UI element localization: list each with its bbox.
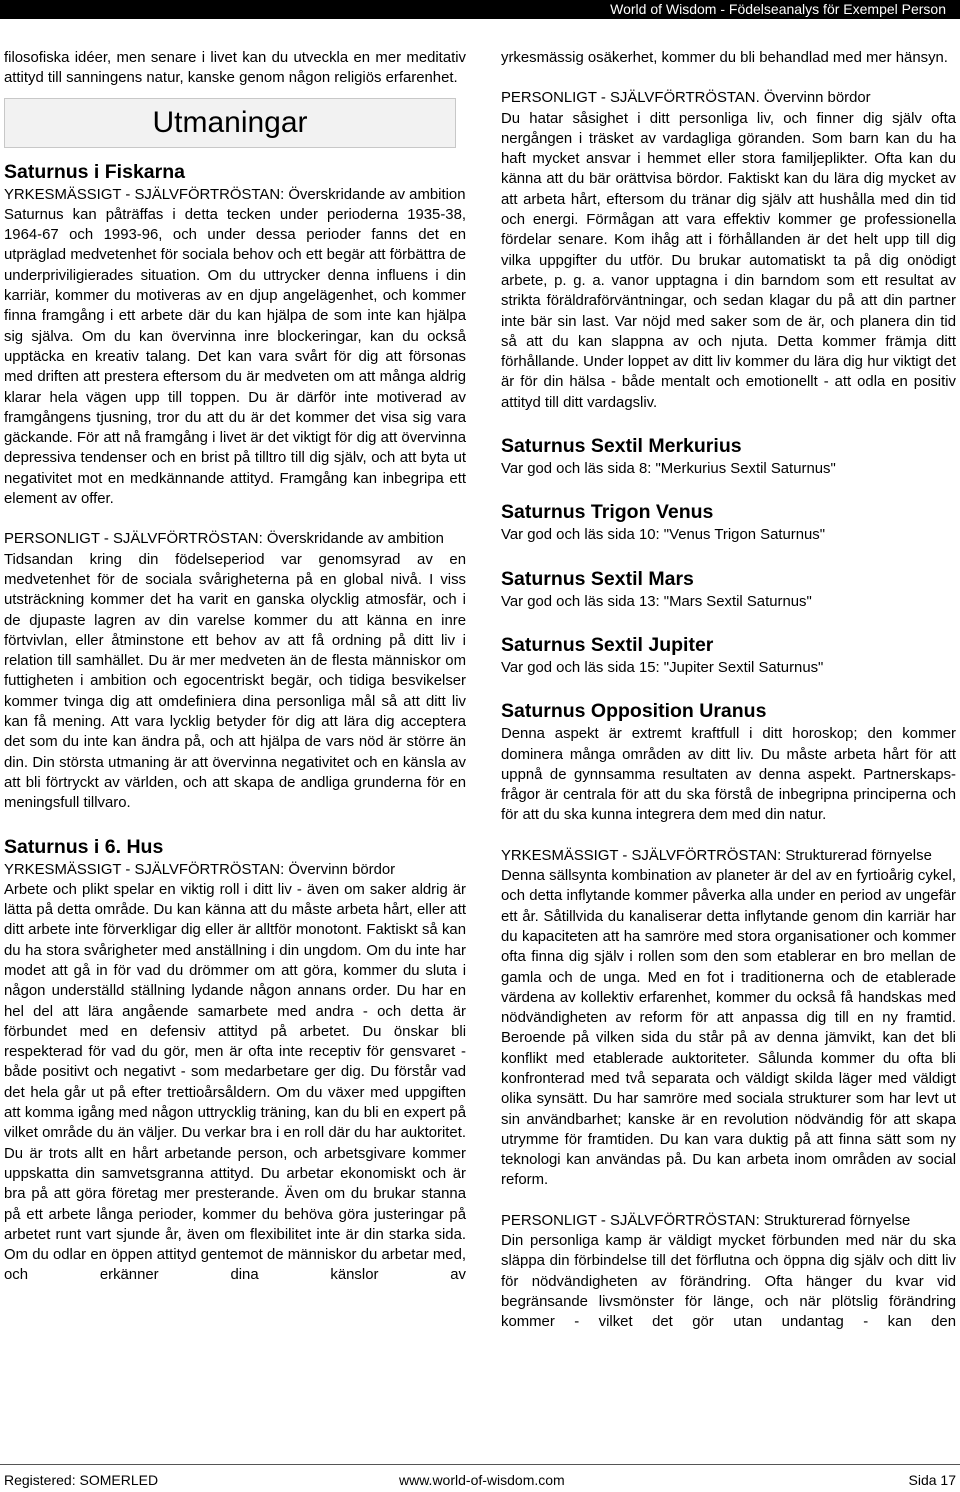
heading-saturnus-i-fiskarna: Saturnus i Fiskarna [4,160,185,183]
label-personligt-6-hus: PERSONLIGT - SJÄLVFÖRTRÖSTAN. Övervinn bördor [501,90,871,107]
paragraph-personligt-fiskarna: Tidsandan kring din födelseperiod var genomsyrad av en medvetenhet för de sociala svårigheterna på en global nivå. I viss utsträckning kommer det ha varit en ganska olycklig atmosfär, och i de djupaste lagren av din varelse kommer du att känna en inre förtvivlan, eller åtminstone ett behov av att få ordning på ditt liv i relation till samhället. Du är mer medveten än de flesta människor om futtigheten i ambition och egocentriskt begär, och tidiga besvikelser kommer tvinga dig att omdefiniera dina personliga mål så att ditt liv kan få mening. Att vara lycklig betyder för dig att lära dig acceptera det som du inte kan ändra på, och att hjälpa de vars nöd är större än din. Din största utmaning är att övervinna negativitet och en känsla av att bli förtryckt av världen, och att skapa de andliga grunderna för en meningsfull tillvaro. [4,551,466,812]
left-column [4,48,466,1286]
reference-mars: Var god och läs sida 13: "Mars Sextil Saturnus" [501,593,812,610]
label-yrkesmassigt-fiskarna: YRKESMÄSSIGT - SJÄLVFÖRTRÖSTAN: Överskridande av ambition [4,186,466,203]
paragraph-personligt-6-hus: Du hatar såsighet i ditt personliga liv, och finner dig själv ofta nergången i träsket av vardagliga göranden. Som barn kan du ha haft mycket ansvar i hemmet eller stora familjeplikter. Ofta kan du känna att du bär orättvisa bördor. Faktiskt kan du lära dig mycket av att arbeta hårt, eftersom du tränar dig själv att hushålla med din tid och energi. Förmågan att vara effektiv kommer ge professionella fördelar senare. Kom ihåg att i förhållanden är det helt upp till dig vilka uppgifter du utför. Du brukar automatiskt ta på dig onödigt arbete, p. g. a. vanor upptagna i din barndom som ett resultat av strikta föräldraförväntningar, och sedan klagar du på att din partner inte bär sin last. Var nöjd med saker som de är, och planera din tid så att du kan slappna av och njuta. Detta kommer främja ditt förhållande. Under loppet av ditt liv kommer du lära dig hur viktigt det är för din hälsa - både mentalt och emotionellt - att odla en positiv attityd till ditt vardagsliv. [501,110,956,411]
section-title-utmaningar: Utmaningar [4,98,456,148]
heading-saturnus-sextil-merkurius: Saturnus Sextil Merkurius [501,435,742,458]
footer-page-number: Sida 17 [908,1472,956,1488]
header-title: World of Wisdom - Födelseanalys för Exempel Person [610,1,946,17]
paragraph-yrkesmassigt-uranus: Denna sällsynta kombination av planeter är del av en fyrtioårig cykel, och detta inflytande kommer påverka alla under en period av ungefär ett år. Såtillvida du kanaliserar detta inflytande genom din karriär har du kapaciteten att ha samröre med stora organisationer och kommer ofta finna dig själv i rollen som den som etablerar en bro mellan de gamla och de unga. Med en fot i traditionerna och de etablerade värdena av kollektiv erfarenhet, kommer du också få handskas med nödvändigheten av reform för att anpassa dig till en ny framtid. Beroende på vilken sida du står på av denna jämvikt, kan det bli konflikt med etablerade auktoriteter. Sålunda kommer du ofta bli konfronterad med två separata och väldigt skilda läger med väldigt olika synsätt. Du har samröre med sociala strukturer som har levt ut sin användbarhet; kanske är en revolution nödvändig för att skapa utrymme för framtiden. Du kan vara duktig på att finna sätt som ny teknologi kan användas på. Du kan arbeta inom områden av social reform. [501,868,956,1189]
label-yrkesmassigt-6-hus: YRKESMÄSSIGT - SJÄLVFÖRTRÖSTAN: Övervinn bördor [4,861,396,878]
page-header [0,0,960,19]
reference-venus: Var god och läs sida 10: "Venus Trigon Saturnus" [501,527,826,544]
right-intro-paragraph: yrkesmässig osäkerhet, kommer du bli behandlad med mer hänsyn. [501,50,948,66]
paragraph-yrkesmassigt-6-hus: Arbete och plikt spelar en viktig roll i ditt liv - även om saker aldrig är lätta på detta område. Du kan känna att du måste arbeta hårt, eller att ditt arbete inte förverkligar dig eller är alltför monotont. Faktiskt så kan du ha stora svårigheter med anställning i din ungdom. Om du inte har modet att gå in för vad du drömmer om att göra, kommer du sluta i någon underställd ställning lydande någon annans order. Du har en hel del att lära angående samarbete med andra - och detta är förbundet med en defensiv attityd på arbetet. Du önskar bli respekterad för vad du gör, men är ofta inte receptiv för gensvaret - både positivt och negativt - som medarbetare ger dig. Du förstår vad det hela går ut på efter trettioårsåldern. Om du växer med uppgiften att komma igång med någon uttrycklig träning, kan du bli en expert på vilket område du än väljer. Du verkar bra i en roll där du har auktoritet. Du är trots allt en hårt arbetande person, och arbetsgivare kommer uppskatta din samvetsgranna attityd. Du arbetar ekonomiskt och är bra på att göra företag mer presterande. Även om du brukar stanna på ett arbete långa perioder, kommer du behöva göra justeringar på arbetet runt vart sjunde år, även om flexibilitet inte är din starka sida. Om du odlar en öppen attityd gentemot de människor du arbetar med, och erkänner dina känslor av [4,881,466,1284]
footer-url: www.world-of-wisdom.com [399,1472,565,1488]
right-column [501,48,956,1333]
reference-jupiter: Var god och läs sida 15: "Jupiter Sextil Saturnus" [501,659,824,676]
label-personligt-fiskarna: PERSONLIGT - SJÄLVFÖRTRÖSTAN: Överskridande av ambition [4,531,444,548]
heading-saturnus-sextil-jupiter: Saturnus Sextil Jupiter [501,633,714,656]
paragraph-yrkesmassigt-fiskarna: Saturnus kan påträffas i detta tecken under perioderna 1935-38, 1964-67 och 1993-96, och under dessa perioder fanns det en utpräglad medvetenhet för sociala behov och ett begär att förbättra de underpriviligierades situation. Om du uttrycker denna influens i din karriär, kommer du motiveras av en djup angelägenhet, och kommer finna framgång i ett arbete där du kan hjälpa de som inte kan hjälpa sig själva. Om du kan övervinna inre blockeringar, kan du också upptäcka en kreativ talang. Det kan vara svårt för dig att försonas med driften att prestera eftersom du är medveten om att många aldrig klarar hela vägen upp till toppen. Du är därför inte motiverad av framgångens tjusning, tror du att du är det kommer det visa sig vara gäckande. För att nå framgång i livet är det viktigt för dig att övervinna depressiva tendenser och en brist på tilltro till dig själv, och att byta ut negativitet mot en medkännande attityd. Framgång kan inbegripa ett element av offer. [4,206,466,508]
heading-saturnus-i-6-hus: Saturnus i 6. Hus [4,835,164,858]
heading-saturnus-trigon-venus: Saturnus Trigon Venus [501,501,714,524]
label-yrkesmassigt-uranus: YRKESMÄSSIGT - SJÄLVFÖRTRÖSTAN: Strukturerad förnyelse [501,847,932,864]
paragraph-personligt-uranus: Din personliga kamp är väldigt mycket förbunden med när du ska släppa din förbindelse till det förflutna och öppna dig själv och ditt liv för nödvändigheten av förändring. Ofta hänger du kvar vid begränsande livsmönster för länge, och när plötslig förändring kommer - vilket det gör utan undantag - kan den [501,1233,956,1331]
heading-saturnus-sextil-mars: Saturnus Sextil Mars [501,567,694,590]
footer-registered: Registered: SOMERLED [4,1472,159,1488]
label-personligt-uranus: PERSONLIGT - SJÄLVFÖRTRÖSTAN: Strukturerad förnyelse [501,1212,911,1229]
paragraph-uranus: Denna aspekt är extremt kraftfull i ditt horoskop; den kommer dominera många områden av ditt liv. Du måste arbeta hårt för att uppnå de gynnsamma resultaten av denna aspekt. Partnerskaps-frågor är centrala för att du ska förstå de inbegripna principerna och för att du ska kunna integrera dem med din natur. [501,726,956,824]
heading-saturnus-opposition-uranus: Saturnus Opposition Uranus [501,700,767,723]
left-intro-paragraph: filosofiska idéer, men senare i livet kan du utveckla en mer meditativ attityd till sanningens natur, kanske genom någon religiös erfarenhet. [4,50,466,87]
reference-merkurius: Var god och läs sida 8: "Merkurius Sextil Saturnus" [501,461,836,478]
page-footer [0,1464,960,1492]
